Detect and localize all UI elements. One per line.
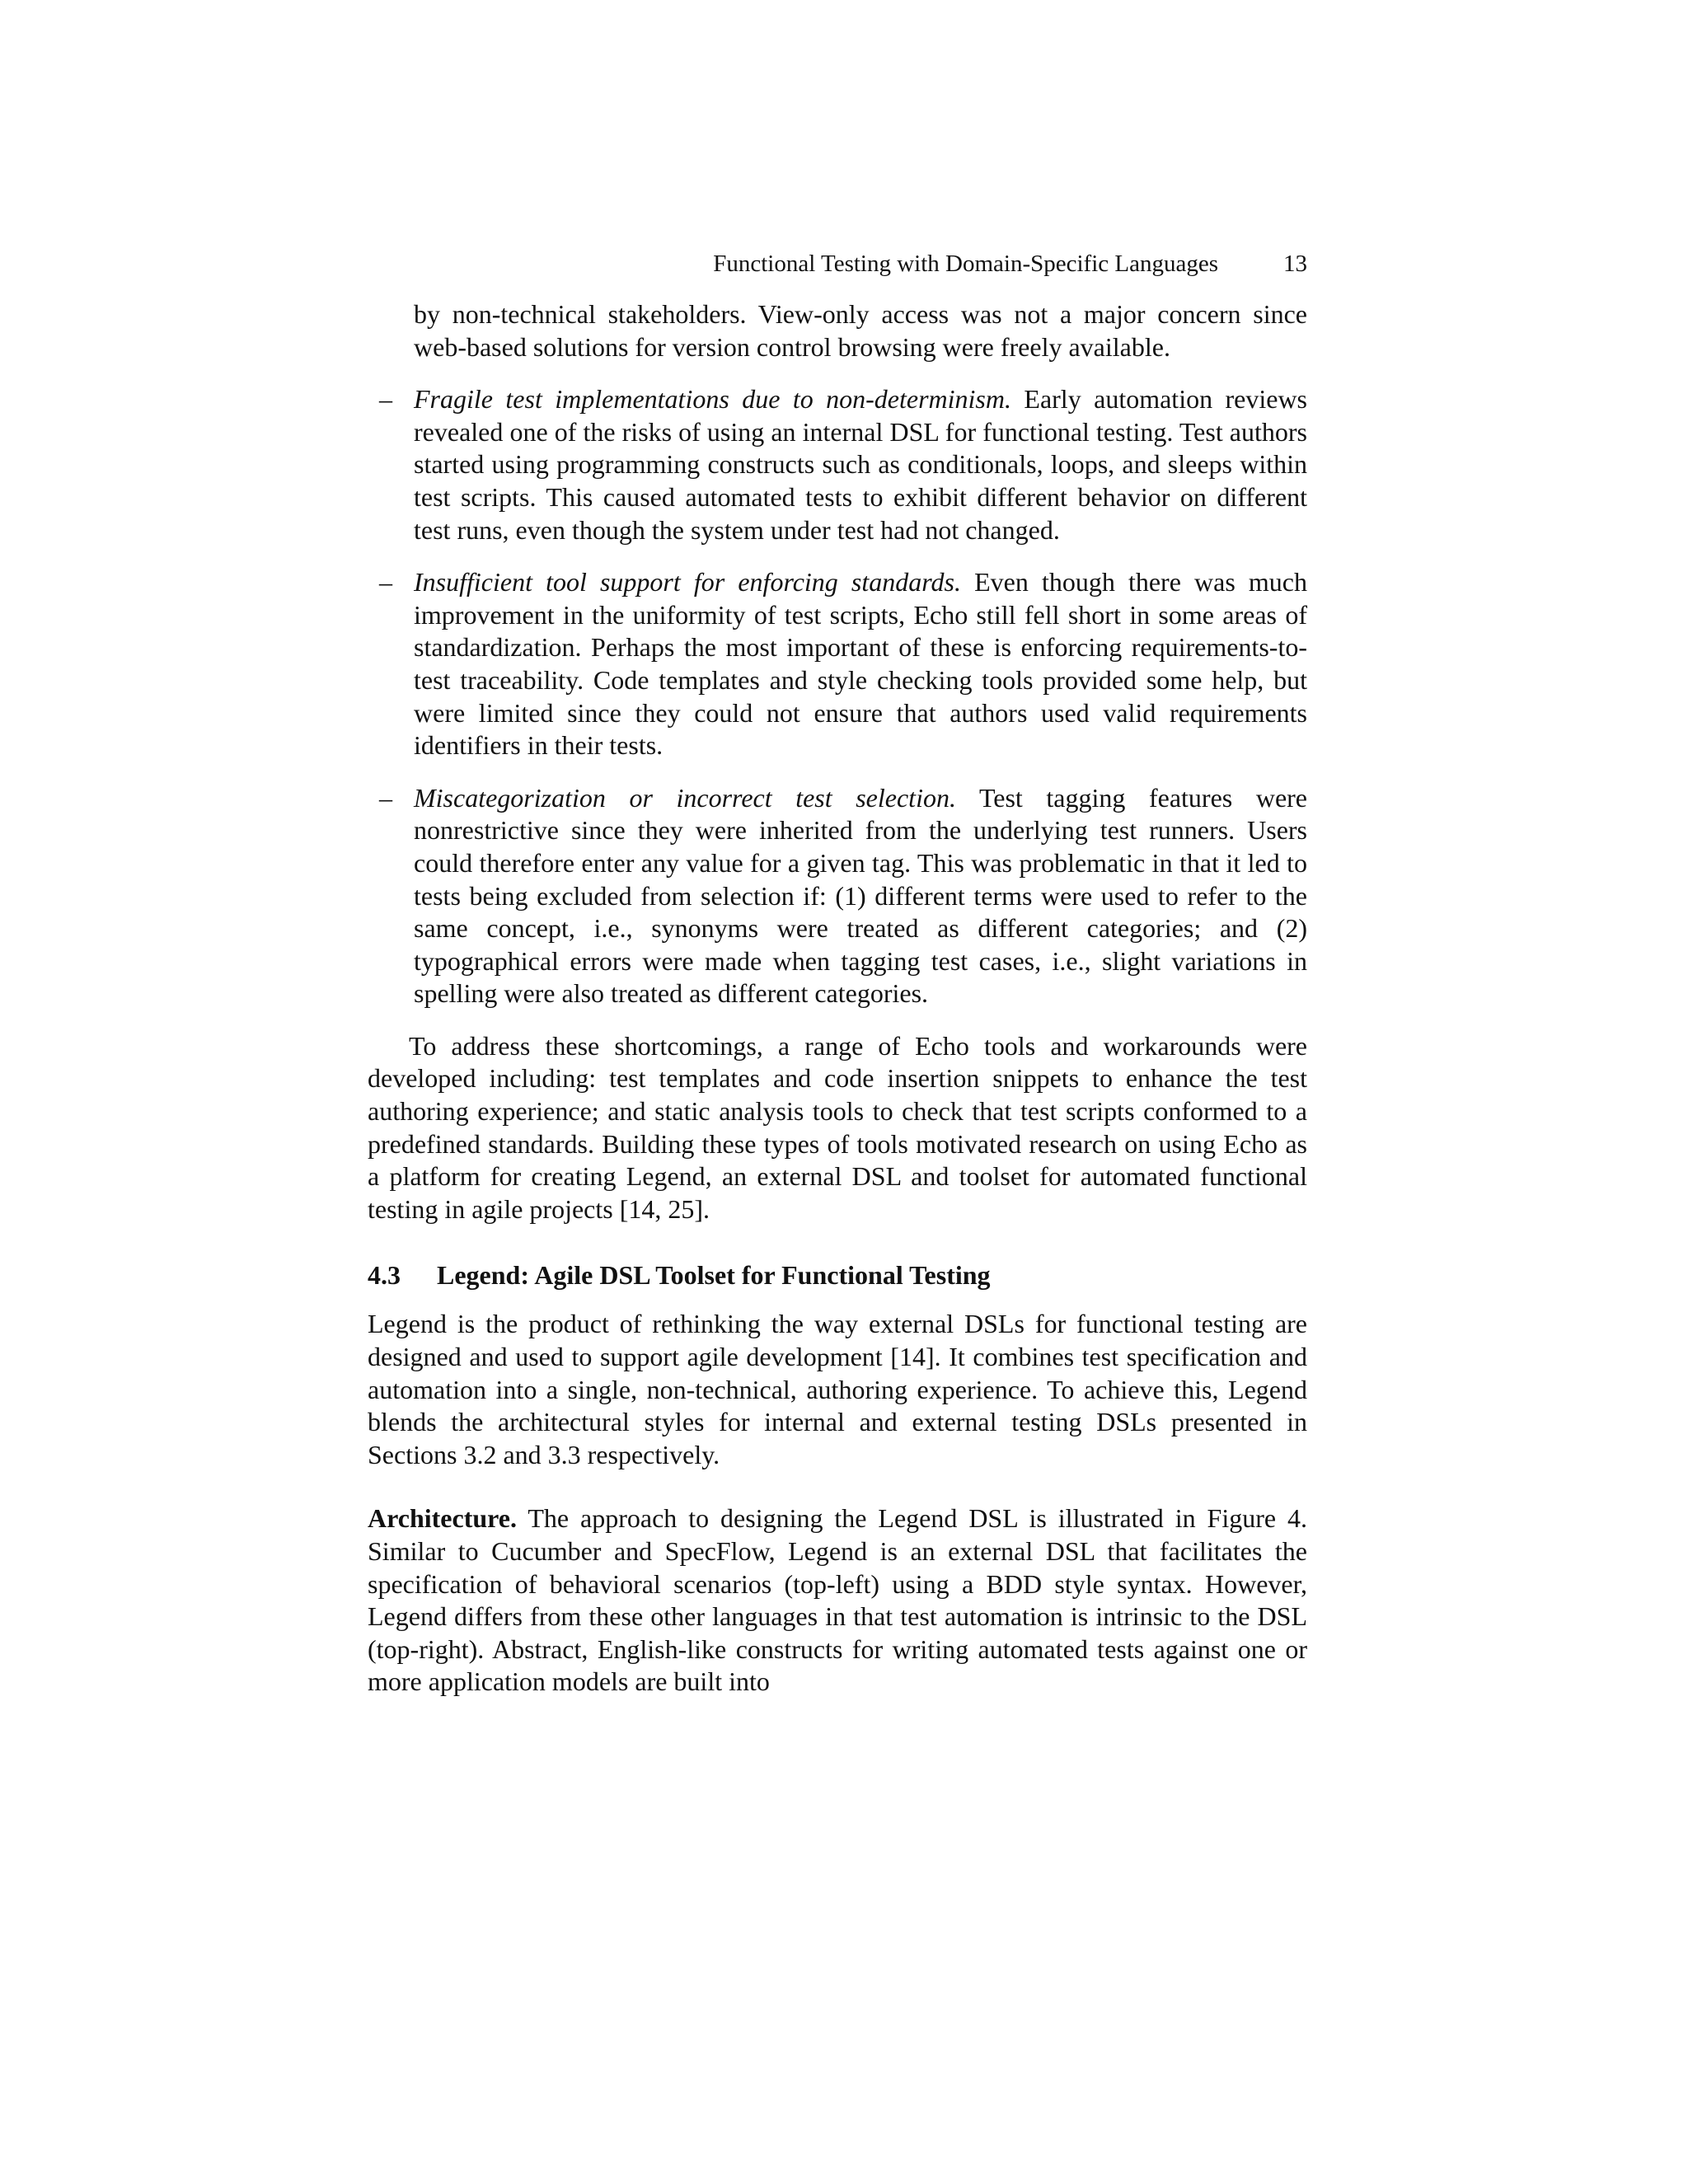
body-paragraph: To address these shortcomings, a range of Echo tools and workarounds were developed including: test templates and code insertion snippets to enhance the test authoring experience; and static analysis tools to check that test scripts conformed to a predefined standards. Building these types of tools motivated research on using Echo as a platform for creating Legend, an external DSL and toolset for automated functional testing in agile projects [14, 25]. [368,1030,1307,1224]
running-head [368,247,1307,280]
shortcomings-list [368,383,1307,1010]
section-title: Legend: Agile DSL Toolset for Functional Testing [437,1260,991,1291]
list-item-title: Insufficient tool support for enforcing standards. [414,567,961,598]
list-item-title: Fragile test implementations due to non-determinism. [414,384,1011,415]
architecture-paragraph [368,1502,1307,1699]
list-item-text [414,782,1307,1010]
dash-bullet: – [379,384,392,415]
list-item [368,566,1307,762]
list-item [368,782,1307,1010]
list-item [368,383,1307,546]
page-number: 13 [1283,251,1307,277]
section-heading [368,1258,1307,1291]
running-head-title: Functional Testing with Domain-Specific Languages [713,251,1218,277]
section-number: 4.3 [368,1260,401,1291]
list-item-body: Early automation reviews revealed one of the risks of using an internal DSL for functional testing. Test authors started using programming constructs such as conditionals, loops, and sleeps within test scripts. This caused automated tests to exhibit different behavior on different test runs, even though the system under test had not changed. [414,384,1308,545]
dash-bullet: – [379,567,392,598]
continuation-paragraph: by non-technical stakeholders. View-only access was not a major concern since web-based solutions for version control browsing were freely available. [414,299,1307,362]
list-item-body: Even though there was much improvement in the uniformity of test scripts, Echo still fell short in some areas of standardization. Perhaps the most important of these is enforcing requirements-to-test traceability. Code templates and style checking tools provided some help, but were limited since they could not ensure that authors used valid requirements identifiers in their tests. [414,567,1308,761]
runin-heading: Architecture. [368,1503,517,1534]
architecture-text: The approach to designing the Legend DSL is illustrated in Figure 4. Similar to Cucumber and SpecFlow, Legend is an external DSL that facilitates the specification of behavioral scenarios (top-left) using a BDD style syntax. However, Legend differs from these other languages in that test automation is intrinsic to the DSL (top-right). Abstract, English-like constructs for writing automated tests against one or more application models are built into [368,1503,1307,1697]
page [368,247,1307,1699]
body-paragraph: Legend is the product of rethinking the way external DSLs for functional testing are designed and used to support agile development [14]. It combines test specification and automation into a single, non-technical, authoring experience. To achieve this, Legend blends the architectural styles for internal and external testing DSLs presented in Sections 3.2 and 3.3 respectively. [368,1309,1307,1469]
dash-bullet: – [379,782,392,813]
list-item-text [414,383,1307,546]
list-item-title: Miscategorization or incorrect test selection. [414,782,956,813]
list-item-body: Test tagging features were nonrestrictive since they were inherited from the underlying test runners. Users could therefore enter any value for a given tag. This was problematic in that it led to tests being excluded from selection if: (1) different terms were used to refer to the same concept, i.e., synonyms were treated as different categories; and (2) typographical errors were made when tagging test cases, i.e., slight variations in spelling were also treated as different categories. [414,782,1307,1009]
list-item-text [414,566,1307,762]
